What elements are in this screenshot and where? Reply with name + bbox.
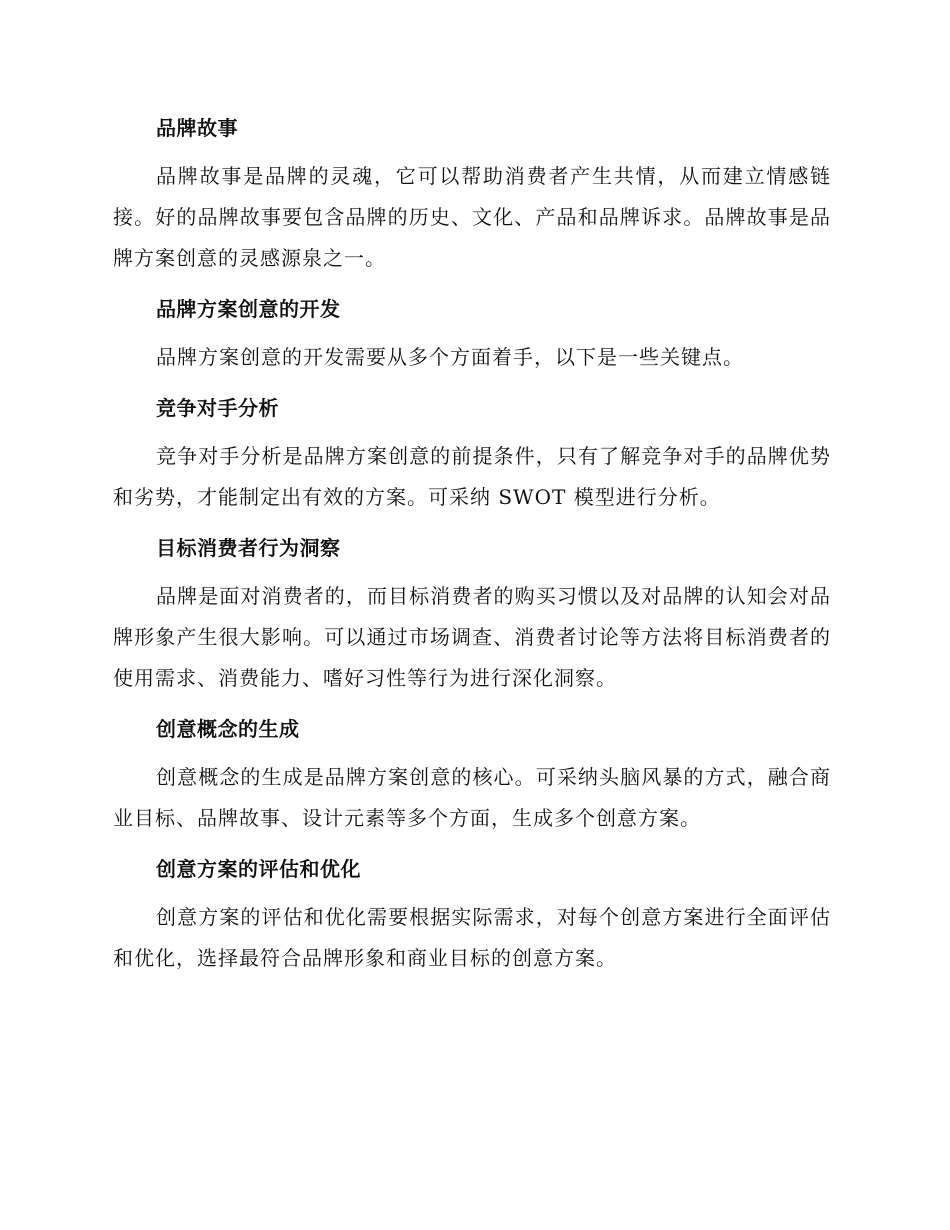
document-page	[113, 108, 831, 989]
section-heading: 品牌故事	[156, 116, 238, 140]
section-concept-generation	[113, 709, 831, 839]
section-paragraph: 创意概念的生成是品牌方案创意的核心。可采纳头脑风暴的方式，融合商业目标、品牌故事、设计元素等多个方面，生成多个创意方案。	[113, 765, 831, 830]
section-plan-development	[113, 289, 831, 378]
section-competitor-analysis	[113, 388, 831, 518]
section-paragraph: 品牌故事是品牌的灵魂，它可以帮助消费者产生共情，从而建立情感链接。好的品牌故事要包含品牌的历史、文化、产品和品牌诉求。品牌故事是品牌方案创意的灵感源泉之一。	[113, 164, 831, 270]
section-heading: 品牌方案创意的开发	[156, 297, 341, 321]
section-consumer-insight	[113, 528, 831, 699]
section-heading: 竞争对手分析	[156, 396, 279, 420]
section-paragraph: 竞争对手分析是品牌方案创意的前提条件，只有了解竞争对手的品牌优势和劣势，才能制定出有效的方案。可采纳 SWOT 模型进行分析。	[113, 444, 831, 509]
section-brand-story	[113, 108, 831, 279]
section-heading: 创意概念的生成	[156, 717, 300, 741]
section-paragraph: 创意方案的评估和优化需要根据实际需求，对每个创意方案进行全面评估和优化，选择最符合品牌形象和商业目标的创意方案。	[113, 905, 831, 970]
section-heading: 创意方案的评估和优化	[156, 857, 361, 881]
section-paragraph: 品牌是面对消费者的，而目标消费者的购买习惯以及对品牌的认知会对品牌形象产生很大影响。可以通过市场调查、消费者讨论等方法将目标消费者的使用需求、消费能力、嗜好习性等行为进行深化洞察。	[113, 584, 831, 690]
section-evaluation-optimization	[113, 849, 831, 979]
section-heading: 目标消费者行为洞察	[156, 536, 341, 560]
section-paragraph: 品牌方案创意的开发需要从多个方面着手，以下是一些关键点。	[156, 345, 744, 369]
